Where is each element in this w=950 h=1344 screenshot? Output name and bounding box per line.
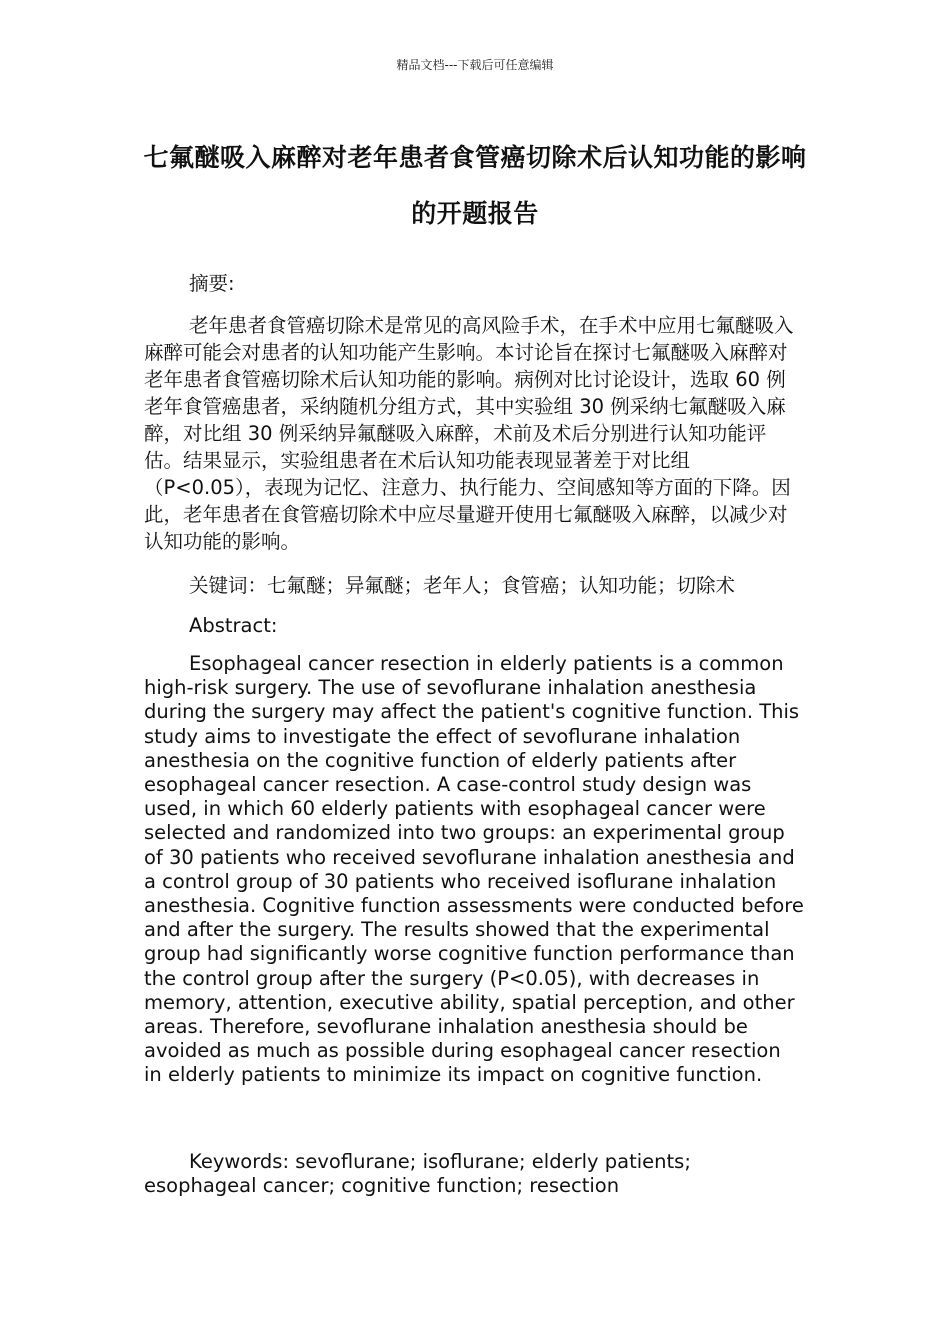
abstract-en-paragraph: Esophageal cancer resection in elderly patients is a common high-risk surgery. The use of sevoflurane inhalation anesthesia during the surgery may affect the patient's cognitive function. This study aims to investigate the effect of sevoflurane inhalation anesthesia on the cognitive function of elderly patients after esophageal cancer resection. A case-control study design was used, in which 60 elderly patients with esophageal cancer were selected and randomized into two groups: an experimental group of 30 patients who received sevoflurane inhalation anesthesia and a control group of 30 patients who received isoflurane inhalation anesthesia. Cognitive function assessments were conducted before and after the surgery. The results showed that the experimental group had significantly worse cognitive function performance than the control group after the surgery (P<0.05), with decreases in memory, attention, executive ability, spatial perception, and other areas. Therefore, sevoflurane inhalation anesthesia should be avoided as much as possible during esophageal cancer resection in elderly patients to minimize its impact on cognitive function. bbox=[144, 652, 804, 1087]
keywords-en: Keywords: sevoflurane; isoflurane; elderly patients; esophageal cancer; cognitive function; resection bbox=[144, 1150, 691, 1198]
abstract-cn-label: 摘要: bbox=[189, 272, 235, 295]
page-header-watermark: 精品文档---下载后可任意编辑 bbox=[396, 58, 554, 72]
document-title: 七氟醚吸入麻醉对老年患者食管癌切除术后认知功能的影响的开题报告 bbox=[143, 143, 807, 228]
keywords-cn: 关键词：七氟醚；异氟醚；老年人；食管癌；认知功能；切除术 bbox=[189, 574, 736, 597]
abstract-cn-paragraph: 老年患者食管癌切除术是常见的高风险手术，在手术中应用七氟醚吸入麻醉可能会对患者的认知功能产生影响。本讨论旨在探讨七氟醚吸入麻醉对老年患者食管癌切除术后认知功能的影响。病例对比讨论设计，选取 60 例老年食管癌患者，采纳随机分组方式，其中实验组 30 例采纳七氟醚吸入麻醉，对比组 30 例采纳异氟醚吸入麻醉，术前及术后分别进行认知功能评估。结果显示，实验组患者在术后认知功能表现显著差于对比组（P<0.05），表现为记忆、注意力、执行能力、空间感知等方面的下降。因此，老年患者在食管癌切除术中应尽量避开使用七氟醚吸入麻醉，以减少对认知功能的影响。 bbox=[144, 314, 794, 553]
abstract-en-label: Abstract: bbox=[189, 614, 278, 637]
